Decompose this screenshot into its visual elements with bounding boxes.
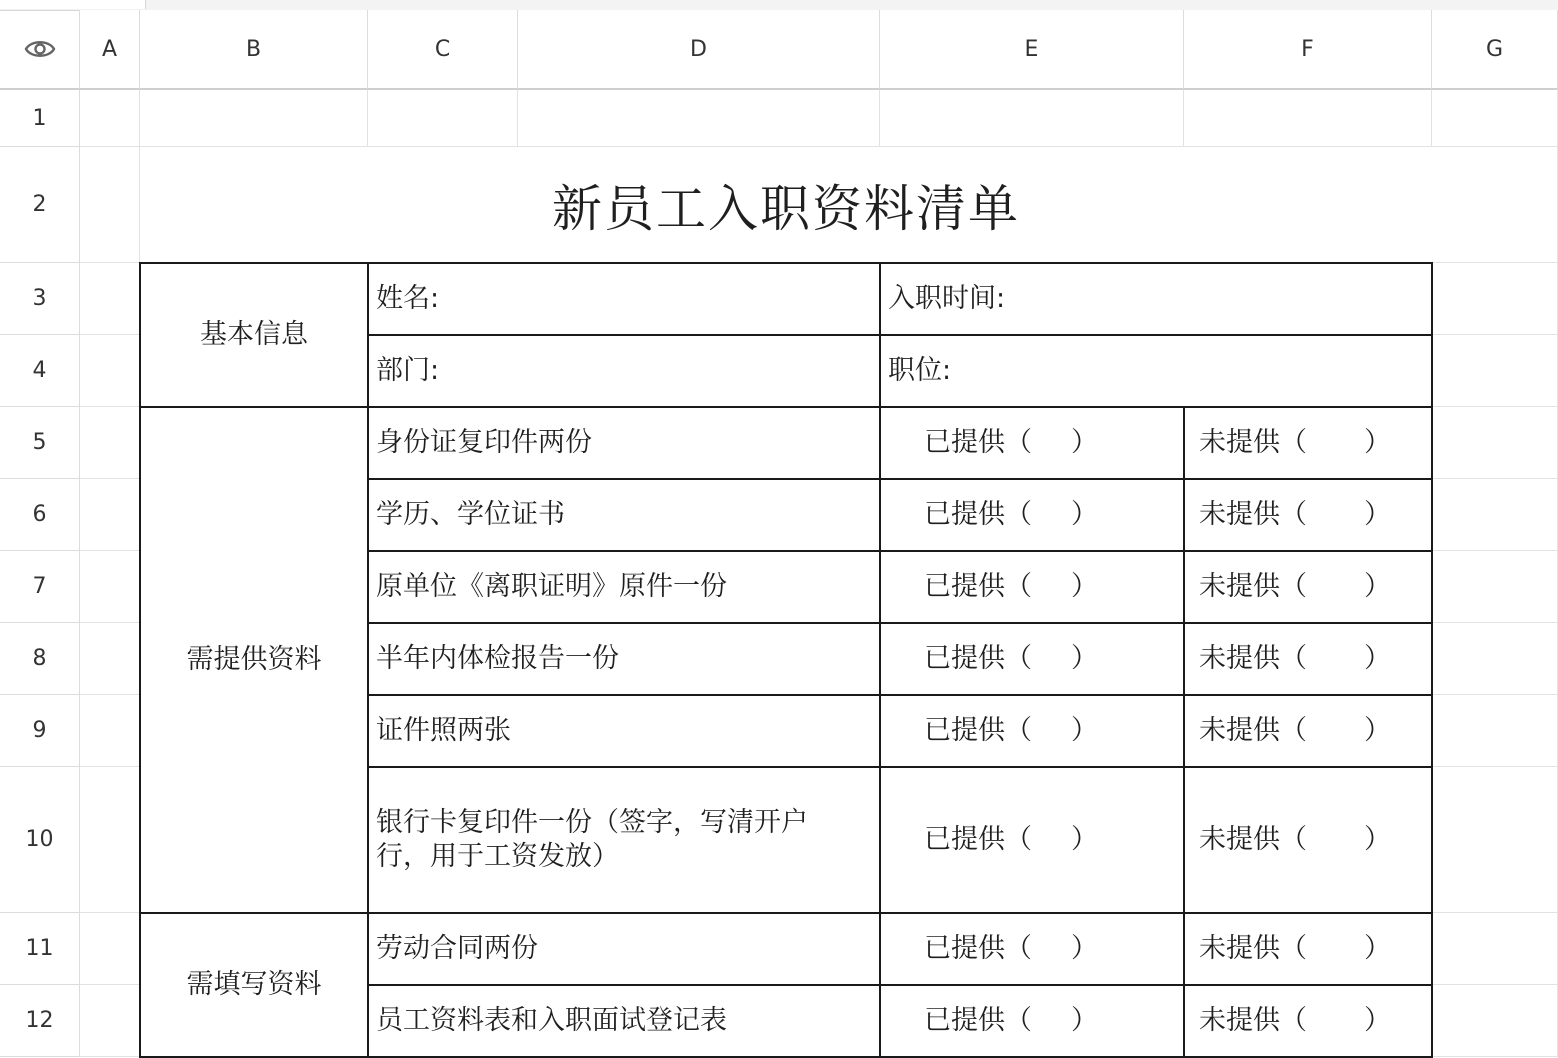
not-provided-label: 未提供（ [1199,643,1307,674]
row-header-7[interactable]: 7 [0,551,80,623]
column-header-d[interactable]: D [518,10,880,90]
cell-d1[interactable] [518,90,880,147]
not-provided-label: 未提供（ [1199,933,1307,964]
provided-cell-9[interactable] [879,694,1185,768]
provided-cell-7[interactable] [879,550,1185,624]
cell-g1[interactable] [1432,90,1558,147]
not-provided-label: 未提供（ [1199,715,1307,746]
cell-g3[interactable] [1432,263,1558,335]
cell-g6[interactable] [1432,479,1558,551]
cell-g8[interactable] [1432,623,1558,695]
row-header-12[interactable]: 12 [0,985,80,1057]
cell-a11[interactable] [80,913,140,985]
name-field[interactable]: 姓名: [367,262,881,336]
not-provided-cell-10[interactable] [1183,766,1433,914]
provided-close: ） [1071,1005,1098,1036]
provided-cell-8[interactable] [879,622,1185,696]
cell-c1[interactable] [368,90,518,147]
cell-g11[interactable] [1432,913,1558,985]
cell-a10[interactable] [80,767,140,913]
cell-b1[interactable] [140,90,368,147]
cell-f1[interactable] [1184,90,1432,147]
department-field[interactable]: 部门: [367,334,881,408]
provided-cell-12[interactable] [879,984,1185,1058]
not-provided-close: ） [1364,499,1391,530]
column-header-e[interactable]: E [880,10,1184,90]
position-field[interactable]: 职位: [879,334,1433,408]
not-provided-label: 未提供（ [1199,1005,1307,1036]
row-header-6[interactable]: 6 [0,479,80,551]
provided-cell-6[interactable] [879,478,1185,552]
provided-close: ） [1071,715,1098,746]
sheet-title[interactable]: 新员工入职资料清单 [140,147,1432,264]
row-header-10[interactable]: 10 [0,767,80,913]
provided-label: 已提供（ [924,933,1032,964]
provided-label: 已提供（ [924,824,1032,855]
cell-a6[interactable] [80,479,140,551]
cell-a7[interactable] [80,551,140,623]
provided-close: ） [1071,933,1098,964]
cell-g7[interactable] [1432,551,1558,623]
entry-time-field[interactable]: 入职时间: [879,262,1433,336]
column-header-f[interactable]: F [1184,10,1432,90]
cell-g12[interactable] [1432,985,1558,1057]
cell-a2[interactable] [80,147,140,263]
eye-icon[interactable] [24,38,56,60]
not-provided-close: ） [1364,643,1391,674]
cell-g4[interactable] [1432,335,1558,407]
fill-item-1[interactable]: 劳动合同两份 [367,912,881,986]
column-header-a[interactable]: A [80,10,140,90]
cell-a3[interactable] [80,263,140,335]
not-provided-cell-7[interactable] [1183,550,1433,624]
not-provided-label: 未提供（ [1199,427,1307,458]
not-provided-close: ） [1364,715,1391,746]
provided-cell-5[interactable] [879,406,1185,480]
fill-materials-label[interactable]: 需填写资料 [139,912,369,1058]
row-header-9[interactable]: 9 [0,695,80,767]
column-header-b[interactable]: B [140,10,368,90]
cell-g9[interactable] [1432,695,1558,767]
not-provided-label: 未提供（ [1199,824,1307,855]
column-header-g[interactable]: G [1432,10,1558,90]
select-all-corner[interactable] [0,10,80,90]
not-provided-label: 未提供（ [1199,571,1307,602]
provided-close: ） [1071,824,1098,855]
required-item-2[interactable]: 学历、学位证书 [367,478,881,552]
not-provided-close: ） [1364,824,1391,855]
provided-label: 已提供（ [924,571,1032,602]
not-provided-cell-8[interactable] [1183,622,1433,696]
required-item-5[interactable]: 证件照两张 [367,694,881,768]
not-provided-close: ） [1364,1005,1391,1036]
provided-close: ） [1071,499,1098,530]
not-provided-close: ） [1364,427,1391,458]
not-provided-close: ） [1364,571,1391,602]
provided-label: 已提供（ [924,427,1032,458]
provided-close: ） [1071,571,1098,602]
provided-cell-10[interactable] [879,766,1185,914]
required-materials-label[interactable]: 需提供资料 [139,406,369,914]
row-header-2[interactable]: 2 [0,147,80,263]
name-box[interactable] [0,0,146,9]
cell-g10[interactable] [1432,767,1558,913]
provided-close: ） [1071,643,1098,674]
required-item-1[interactable]: 身份证复印件两份 [367,406,881,480]
not-provided-cell-9[interactable] [1183,694,1433,768]
provided-label: 已提供（ [924,1005,1032,1036]
cell-g5[interactable] [1432,407,1558,479]
fill-item-2[interactable]: 员工资料表和入职面试登记表 [367,984,881,1058]
basic-info-label[interactable]: 基本信息 [139,262,369,408]
provided-label: 已提供（ [924,499,1032,530]
not-provided-cell-11[interactable] [1183,912,1433,986]
cell-a4[interactable] [80,335,140,407]
row-header-4[interactable]: 4 [0,335,80,407]
row-header-11[interactable]: 11 [0,913,80,985]
cell-a12[interactable] [80,985,140,1057]
required-item-6[interactable]: 银行卡复印件一份（签字，写清开户行，用于工资发放） [367,766,881,914]
provided-cell-11[interactable] [879,912,1185,986]
cell-a5[interactable] [80,407,140,479]
provided-close: ） [1071,427,1098,458]
required-item-4[interactable]: 半年内体检报告一份 [367,622,881,696]
not-provided-cell-5[interactable] [1183,406,1433,480]
not-provided-cell-6[interactable] [1183,478,1433,552]
provided-label: 已提供（ [924,715,1032,746]
cell-a9[interactable] [80,695,140,767]
cell-a8[interactable] [80,623,140,695]
row-header-1[interactable]: 1 [0,90,80,147]
row-header-5[interactable]: 5 [0,407,80,479]
row-header-8[interactable]: 8 [0,623,80,695]
cell-g2[interactable] [1432,147,1558,263]
required-item-3[interactable]: 原单位《离职证明》原件一份 [367,550,881,624]
not-provided-close: ） [1364,933,1391,964]
column-header-c[interactable]: C [368,10,518,90]
not-provided-label: 未提供（ [1199,499,1307,530]
provided-label: 已提供（ [924,643,1032,674]
cell-e1[interactable] [880,90,1184,147]
cell-a1[interactable] [80,90,140,147]
row-header-3[interactable]: 3 [0,263,80,335]
not-provided-cell-12[interactable] [1183,984,1433,1058]
